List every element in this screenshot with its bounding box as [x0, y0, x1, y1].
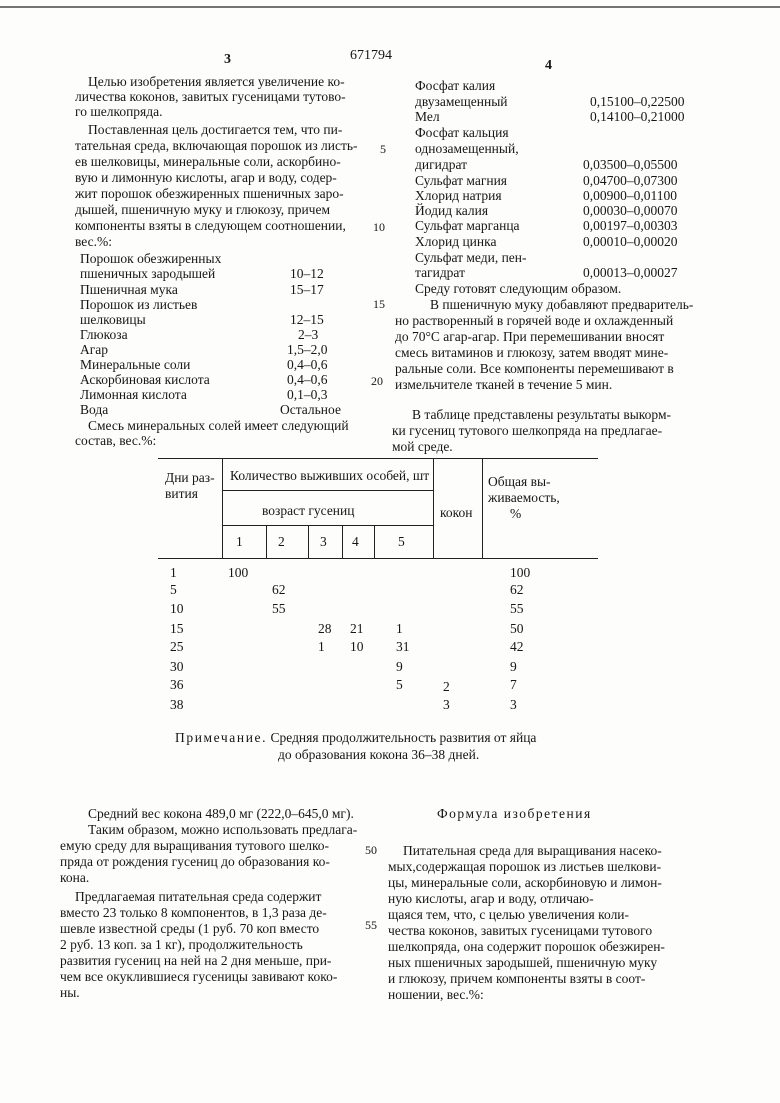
- salt-name: Йодид калия: [415, 203, 489, 218]
- line-number: 55: [365, 918, 377, 932]
- para-line-8: вес.%:: [75, 234, 112, 249]
- ingredient-name: Глюкоза: [80, 327, 128, 342]
- page-number-right: 4: [545, 58, 552, 73]
- table-rule-top: [158, 458, 598, 459]
- table-vrule: [266, 525, 267, 558]
- cell-age-3: 28: [318, 621, 332, 636]
- ingredient-name: Агар: [80, 342, 109, 357]
- cell-total: 7: [510, 677, 517, 692]
- prep-line: В пшеничную муку добавляют предваритель-: [430, 297, 694, 312]
- cell-total: 62: [510, 582, 524, 597]
- formula-line: ных пшеничных зародышей, пшеничную муку: [388, 955, 658, 970]
- table-vrule: [433, 458, 434, 558]
- para-line-6: дышей, пшеничную муку и глюкозу, причем: [75, 202, 330, 217]
- cell-age-3: 1: [318, 639, 325, 654]
- table-intro-line: ки гусениц тутового шелкопряда на предлагае-: [392, 423, 663, 438]
- salt-value: 0,00010–0,00020: [583, 234, 678, 249]
- th-age-3: 3: [320, 534, 327, 549]
- line-number: 5: [380, 142, 386, 156]
- ingredient-name: пшеничных зародышей: [80, 266, 216, 281]
- ingredient-value: 1,5–2,0: [287, 342, 328, 357]
- cell-age-2: 62: [272, 582, 286, 597]
- prep-line: ральные соли. Все компоненты перемешивают в: [395, 361, 674, 376]
- formula-line: Питательная среда для выращивания насеко-: [403, 843, 662, 858]
- para-line-2: тательная среда, включающая порошок из листь-: [75, 138, 358, 153]
- bottom-left-line: емую среду для выращивания тутового шелко-: [60, 838, 330, 853]
- table-vrule: [342, 525, 343, 558]
- ingredient-value: 10–12: [290, 266, 324, 281]
- salt-value: 0,15100–0,22500: [590, 94, 685, 109]
- mineral-line-2: состав, вес.%:: [75, 433, 157, 448]
- table-rule-header: [158, 558, 598, 559]
- cell-total: 55: [510, 601, 524, 616]
- bottom-left-line: Предлагаемая питательная среда содержит: [75, 889, 322, 904]
- salt-value: 0,00030–0,00070: [583, 203, 678, 218]
- para-line-4: вую и лимонную кислоты, агар и воду, содер-: [75, 170, 337, 185]
- ingredient-name: Порошок из листьев: [80, 297, 198, 312]
- cell-total: 9: [510, 659, 517, 674]
- th-age-4: 4: [352, 534, 359, 549]
- th-total-line1: Общая вы-: [488, 474, 551, 489]
- table-vrule: [308, 525, 309, 558]
- cell-age-5: 9: [396, 659, 403, 674]
- bottom-left-line: шевле известной среды (1 руб. 70 коп вместо: [60, 921, 320, 936]
- ingredient-value: 0,4–0,6: [287, 372, 328, 387]
- th-total-line3: %: [510, 506, 522, 521]
- ingredient-value: 2–3: [298, 327, 319, 342]
- bottom-left-line: пряда от рождения гусениц до образования ко-: [60, 854, 330, 869]
- table-vrule: [374, 525, 375, 558]
- salt-name: Мел: [415, 109, 440, 124]
- ingredient-value: 15–17: [290, 282, 324, 297]
- salt-value: 0,14100–0,21000: [590, 109, 685, 124]
- ingredient-name: Пшеничная мука: [80, 282, 178, 297]
- formula-line: мых,содержащая порошок из листьев шелкови-: [388, 859, 662, 874]
- cell-day: 10: [170, 601, 184, 616]
- note-label: Примечание.: [175, 730, 268, 745]
- cell-day: 25: [170, 639, 184, 654]
- scan-edge-line: [0, 6, 780, 8]
- line-number: 20: [371, 374, 383, 388]
- formula-line: цы, минеральные соли, аскорбиновую и лимон-: [388, 875, 662, 890]
- note-line-1: Средняя продолжительность развития от яйца: [270, 730, 537, 745]
- bottom-left-line: Средний вес кокона 489,0 мг (222,0–645,0 мг).: [88, 806, 354, 821]
- salt-name: Фосфат кальция: [415, 125, 509, 140]
- intro-line-1: Целью изобретения является увеличение ко-: [88, 74, 345, 89]
- ingredient-name: Вода: [80, 402, 109, 417]
- ingredient-name: шелковицы: [80, 312, 146, 327]
- salt-value: 0,04700–0,07300: [583, 173, 678, 188]
- table-intro-line: В таблице представлены результаты выкорм-: [412, 407, 672, 422]
- ingredient-value: 0,1–0,3: [287, 387, 328, 402]
- table-vrule: [222, 458, 223, 558]
- cell-cocoon: 2: [443, 679, 450, 694]
- intro-line-2: личества коконов, завитых гусеницами тутово-: [75, 89, 346, 104]
- patent-number: 671794: [350, 48, 392, 63]
- cell-total: 3: [510, 697, 517, 712]
- cell-day: 1: [170, 565, 177, 580]
- table-intro-line: мой среде.: [392, 439, 453, 454]
- prep-line: смесь витаминов и глюкозу, затем вводят мине-: [395, 345, 669, 360]
- cell-age-1: 100: [228, 565, 249, 580]
- ingredient-name: Порошок обезжиренных: [80, 251, 222, 266]
- salt-name: Сульфат марганца: [415, 218, 520, 233]
- bottom-left-line: чем все окуклившиеся гусеницы завивают коко-: [60, 969, 338, 984]
- bottom-left-line: развития гусениц на ней на 2 дня меньше, при-: [60, 953, 332, 968]
- cell-total: 100: [510, 565, 531, 580]
- salt-name: однозамещенный,: [415, 141, 519, 156]
- cell-day: 15: [170, 621, 184, 636]
- th-days-line2: вития: [165, 486, 198, 501]
- salt-name: двузамещенный: [415, 94, 508, 109]
- para-line-1: Поставленная цель достигается тем, что пи-: [88, 122, 343, 137]
- th-days-line1: Дни раз-: [165, 470, 215, 485]
- ingredient-value: 12–15: [290, 312, 324, 327]
- table-rule-survived: [222, 490, 433, 491]
- prep-line: до 70°С агар-агар. При перемешивании вносят: [395, 329, 665, 344]
- bottom-left-line: ны.: [60, 985, 80, 1000]
- mineral-line-1: Смесь минеральных солей имеет следующий: [88, 418, 349, 433]
- line-number: 50: [365, 843, 377, 857]
- salt-name: Фосфат калия: [415, 78, 496, 93]
- formula-line: и глюкозу, причем компоненты взяты в соот-: [388, 971, 646, 986]
- cell-day: 30: [170, 659, 184, 674]
- cell-day: 36: [170, 677, 184, 692]
- bottom-left-line: 2 руб. 13 коп. за 1 кг), продолжительность: [60, 937, 303, 952]
- line-number: 15: [373, 297, 385, 311]
- salt-name: Сульфат меди, пен-: [415, 250, 527, 265]
- cell-total: 50: [510, 621, 524, 636]
- ingredient-value: 0,4–0,6: [287, 357, 328, 372]
- salt-name: Сульфат магния: [415, 173, 508, 188]
- ingredient-name: Лимонная кислота: [80, 387, 187, 402]
- salt-value: 0,00900–0,01100: [583, 188, 677, 203]
- th-total-line2: живаемость,: [488, 490, 560, 505]
- line-number: 10: [373, 220, 385, 234]
- ingredient-name: Минеральные соли: [80, 357, 191, 372]
- cell-day: 38: [170, 697, 184, 712]
- salt-name: дигидрат: [415, 157, 468, 172]
- salt-value: 0,00013–0,00027: [583, 265, 678, 280]
- para-line-7: компоненты взяты в следующем соотношении,: [75, 218, 346, 233]
- page-number-left: 3: [224, 52, 231, 67]
- cell-age-5: 31: [396, 639, 410, 654]
- prep-line: измельчителе тканей в течение 5 мин.: [395, 377, 613, 392]
- ingredient-name: Аскорбиновая кислота: [80, 372, 210, 387]
- cell-total: 42: [510, 639, 524, 654]
- formula-line: ношении, вес.%:: [388, 987, 484, 1002]
- para-line-3: ев шелковицы, минеральные соли, аскорбино-: [75, 154, 341, 169]
- salt-value: 0,03500–0,05500: [583, 157, 678, 172]
- formula-line: шелкопряда, она содержит порошок обезжирен-: [388, 939, 665, 954]
- th-age: возраст гусениц: [262, 503, 355, 518]
- cell-age-5: 1: [396, 621, 403, 636]
- note-line-2: до образования кокона 36–38 дней.: [278, 747, 480, 762]
- prep-line: Среду готовят следующим образом.: [415, 281, 622, 296]
- cell-day: 5: [170, 582, 177, 597]
- table-note: [175, 730, 536, 745]
- th-cocoon: кокон: [440, 505, 473, 520]
- salt-name: тагидрат: [415, 265, 465, 280]
- salt-value: 0,00197–0,00303: [583, 218, 678, 233]
- th-age-2: 2: [278, 534, 285, 549]
- para-line-5: жит порошок обезжиренных пшеничных заро-: [75, 186, 344, 201]
- formula-heading: Формула изобретения: [437, 806, 592, 821]
- salt-name: Хлорид цинка: [415, 234, 497, 249]
- th-age-1: 1: [236, 534, 243, 549]
- cell-age-4: 21: [350, 621, 364, 636]
- ingredient-value: Остальное: [280, 402, 341, 417]
- table-rule-age: [222, 525, 433, 526]
- table-vrule: [482, 458, 483, 558]
- prep-line: но растворенный в горячей воде и охлажденный: [395, 313, 674, 328]
- cell-age-2: 55: [272, 601, 286, 616]
- cell-cocoon: 3: [443, 697, 450, 712]
- salt-name: Хлорид натрия: [415, 188, 502, 203]
- bottom-left-line: кона.: [60, 870, 90, 885]
- formula-line: щаяся тем, что, с целью увеличения коли-: [388, 907, 630, 922]
- cell-age-5: 5: [396, 677, 403, 692]
- intro-line-3: го шелкопряда.: [75, 104, 163, 119]
- formula-line: чества коконов, завитых гусеницами тутового: [388, 923, 653, 938]
- th-survived: Количество выживших особей, шт: [230, 468, 430, 483]
- th-age-5: 5: [398, 534, 405, 549]
- cell-age-4: 10: [350, 639, 364, 654]
- formula-line: ную кислоты, агар и воду, отличаю-: [388, 891, 594, 906]
- bottom-left-line: Таким образом, можно использовать предлага-: [88, 822, 358, 837]
- bottom-left-line: вместо 23 только 8 компонентов, в 1,3 раза де-: [60, 905, 327, 920]
